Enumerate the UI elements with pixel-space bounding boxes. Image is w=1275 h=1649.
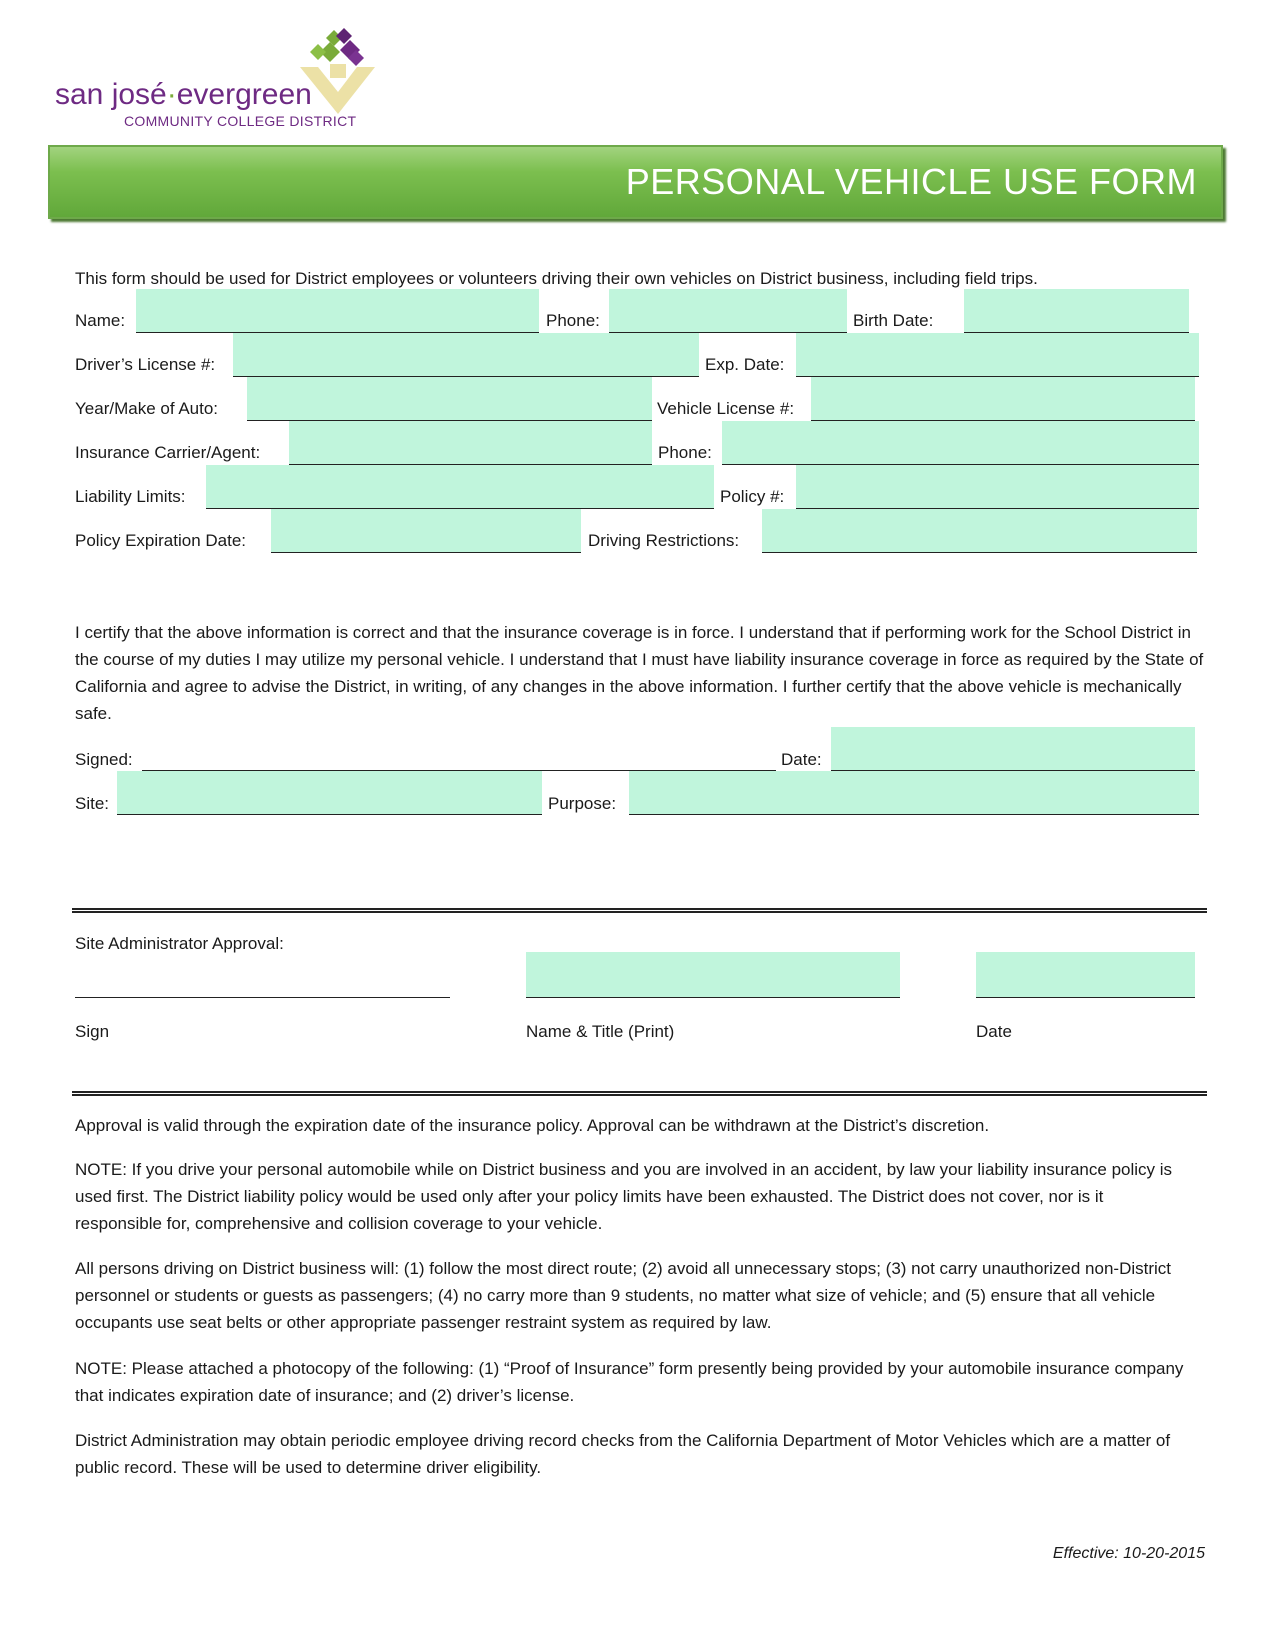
form-title-banner	[48, 145, 1223, 219]
effective-date: Effective: 10-20-2015	[1052, 1545, 1205, 1562]
logo-wordmark	[55, 78, 312, 112]
name-input[interactable]	[136, 289, 539, 333]
purpose-input[interactable]	[629, 771, 1199, 815]
insurance-carrier-label: Insurance Carrier/Agent:	[75, 443, 261, 462]
purpose-label: Purpose:	[548, 794, 617, 813]
phone-label: Phone:	[546, 311, 600, 330]
approval-name-title-label: Name & Title (Print)	[526, 1022, 675, 1041]
policy-number-input[interactable]	[796, 465, 1199, 509]
policy-number-label: Policy #:	[720, 487, 785, 506]
note-driving-record-checks: District Administration may obtain periodic employee driving record checks from the California Department of Motor Vehicles which are a matter of public record. These will be used to determine driver eligibility.	[75, 1431, 1171, 1477]
note-driving-rules: All persons driving on District business will: (1) follow the most direct route; (2) avoid all unnecessary stops; (3) not carry unauthorized non-District personnel or students or guests as passengers; (4) no carry more than 9 students, no matter what size of vehicle; and (5) ensure that all vehicle occupants use seat belts or other appropriate passenger restraint system as required by law.	[75, 1259, 1172, 1332]
site-label: Site:	[75, 794, 110, 813]
section-divider-top	[72, 908, 1207, 913]
year-make-input[interactable]	[247, 377, 652, 421]
birth-date-input[interactable]	[964, 289, 1189, 333]
approval-sign-line[interactable]	[75, 997, 450, 998]
certification-text: I certify that the above information is correct and that the insurance coverage is in force. I understand that if performing work for the School District in the course of my duties I may utilize my personal vehicle. I understand that I must have liability insurance coverage in force as required by the State of California and agree to advise the District, in writing, of any changes in the above information. I further certify that the above vehicle is mechanically safe.	[75, 623, 1204, 723]
liability-limits-label: Liability Limits:	[75, 487, 186, 506]
logo-subtitle: COMMUNITY COLLEGE DISTRICT	[124, 113, 357, 129]
intro-text: This form should be used for District employees or volunteers driving their own vehicles on District business, including field trips.	[75, 269, 1038, 288]
phone-input[interactable]	[609, 289, 847, 333]
birth-date-label: Birth Date:	[853, 311, 934, 330]
note-approval-validity: Approval is valid through the expiration date of the insurance policy. Approval can be withdrawn at the District’s discretion.	[75, 1116, 990, 1135]
logo-name-part2: evergreen	[176, 78, 312, 111]
sign-date-input[interactable]	[831, 727, 1195, 771]
approval-date-label: Date	[976, 1022, 1012, 1041]
note-proof-of-insurance: NOTE: Please attached a photocopy of the following: (1) “Proof of Insurance” form presently being provided by your automobile insurance company that indicates expiration date of insurance; and (2) driver’s license.	[75, 1359, 1184, 1405]
drivers-license-input[interactable]	[233, 333, 699, 377]
exp-date-input[interactable]	[796, 333, 1199, 377]
note-accident-liability: NOTE: If you drive your personal automobile while on District business and you are involved in an accident, by law your liability insurance policy is used first. The District liability policy would be used only after your policy limits have been exhausted. The District does not cover, nor is it responsible for, comprehensive and collision coverage to your vehicle.	[75, 1160, 1173, 1233]
policy-expiration-input[interactable]	[271, 509, 581, 553]
sign-date-label: Date:	[781, 750, 822, 769]
logo-name-part1: san josé	[55, 78, 167, 111]
drivers-license-label: Driver’s License #:	[75, 355, 216, 374]
name-label: Name:	[75, 311, 126, 330]
approval-heading: Site Administrator Approval:	[75, 934, 284, 953]
insurance-phone-input[interactable]	[722, 421, 1199, 465]
approval-date-input[interactable]	[976, 952, 1195, 998]
insurance-phone-label: Phone:	[658, 443, 712, 462]
approval-name-title-input[interactable]	[526, 952, 900, 998]
exp-date-label: Exp. Date:	[705, 355, 785, 374]
vehicle-license-input[interactable]	[811, 377, 1195, 421]
section-divider-bottom	[72, 1091, 1207, 1096]
year-make-label: Year/Make of Auto:	[75, 399, 219, 418]
driving-restrictions-label: Driving Restrictions:	[588, 531, 740, 550]
insurance-carrier-input[interactable]	[289, 421, 652, 465]
logo-separator: ·	[166, 78, 177, 111]
signed-label: Signed:	[75, 750, 133, 769]
driving-restrictions-input[interactable]	[762, 509, 1197, 553]
liability-limits-input[interactable]	[206, 465, 714, 509]
vehicle-license-label: Vehicle License #:	[657, 399, 795, 418]
page-title: PERSONAL VEHICLE USE FORM	[625, 161, 1197, 202]
approval-sign-label: Sign	[75, 1022, 110, 1041]
policy-expiration-label: Policy Expiration Date:	[75, 531, 247, 550]
site-input[interactable]	[117, 771, 542, 815]
